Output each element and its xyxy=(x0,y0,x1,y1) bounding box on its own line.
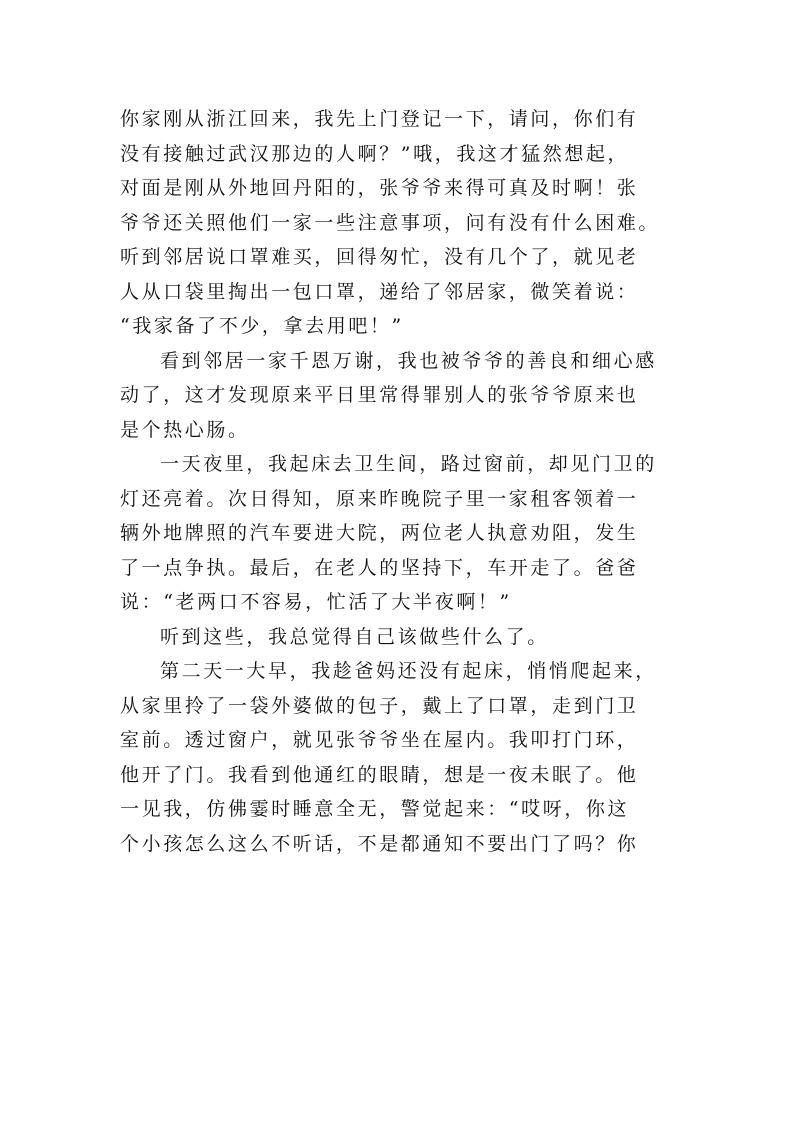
text-line: 你家刚从浙江回来，我先上门登记一下，请问，你们有 xyxy=(120,108,639,130)
text-line: 看到邻居一家千恩万谢，我也被爷爷的善良和细心感 xyxy=(160,349,657,372)
text-line: 听到邻居说口罩难买，回得匆忙，没有几个了，就见老 xyxy=(120,246,639,268)
text-line: 听到这些，我总觉得自己该做些什么了。 xyxy=(160,625,549,648)
text-line: 是个热心肠。 xyxy=(120,418,250,441)
text-line: 了一点争执。最后，在老人的坚持下，车开走了。爸爸 xyxy=(120,556,639,579)
body-text xyxy=(120,102,680,861)
text-line: 爷爷还关照他们一家一些注意事项，问有没有什么困难。 xyxy=(120,211,661,234)
text-line: 动了，这才发现原来平日里常得罪别人的张爷爷原来也 xyxy=(120,384,639,406)
text-line: 对面是刚从外地回丹阳的，张爷爷来得可真及时啊！张 xyxy=(120,177,639,199)
text-line: 没有接触过武汉那边的人啊？”哦，我这才猛然想起， xyxy=(120,142,630,165)
text-line: 从家里拎了一袋外婆做的包子，戴上了口罩，走到门卫 xyxy=(120,694,639,717)
text-line: 辆外地牌照的汽车要进大院，两位老人执意劝阻，发生 xyxy=(120,522,639,544)
text-line: 一见我，仿佛霎时睡意全无，警觉起来：“哎呀，你这 xyxy=(120,798,630,820)
text-line: 说：“老两口不容易，忙活了大半夜啊！” xyxy=(120,591,512,613)
text-line: “我家备了不少，拿去用吧！” xyxy=(120,315,404,337)
text-line: 人从口袋里掏出一包口罩，递给了邻居家，微笑着说： xyxy=(120,280,639,303)
text-line: 室前。透过窗户，就见张爷爷坐在屋内。我叩打门环， xyxy=(120,729,639,751)
text-line: 灯还亮着。次日得知，原来昨晚院子里一家租客领着一 xyxy=(120,487,639,510)
text-line: 他开了门。我看到他通红的眼睛，想是一夜未眠了。他 xyxy=(120,763,639,786)
text-line: 第二天一大早，我趁爸妈还没有起床，悄悄爬起来， xyxy=(160,660,657,682)
text-line: 一天夜里，我起床去卫生间，路过窗前，却见门卫的 xyxy=(160,453,657,475)
text-line: 个小孩怎么这么不听话，不是都通知不要出门了吗？你 xyxy=(120,832,639,855)
